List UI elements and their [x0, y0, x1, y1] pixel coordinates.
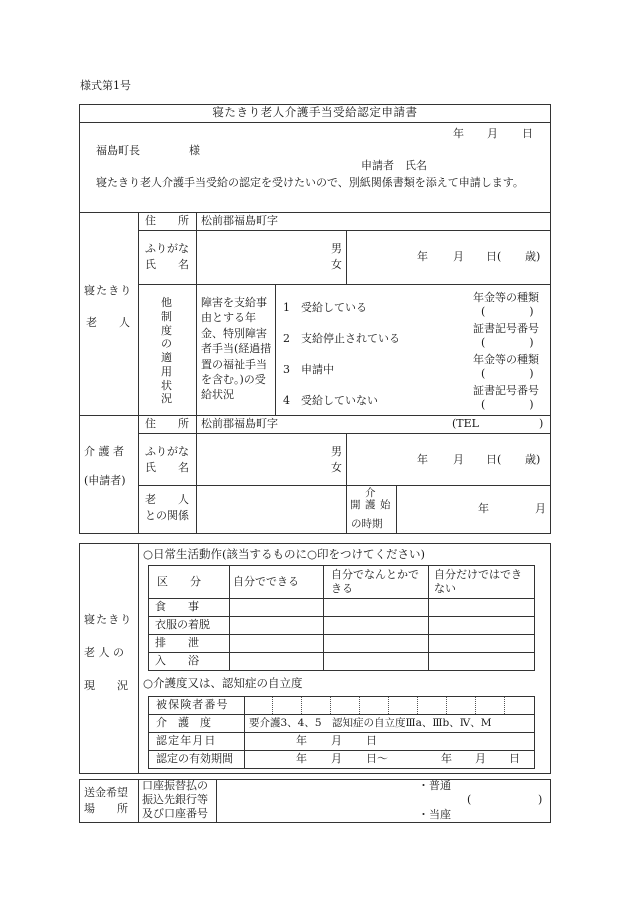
adl-row-bathing: 入 浴 [155, 654, 199, 667]
cert-number-paren-1[interactable]: ( ) [481, 336, 534, 349]
option-receiving[interactable]: 1 受給している [283, 301, 367, 314]
insured-digit-sep-9 [504, 697, 505, 714]
care-col-1 [244, 696, 245, 769]
adl-col-3 [428, 565, 429, 671]
caregiver-age: 歳) [525, 453, 541, 466]
account-label-line-2: 振込先銀行等 [142, 793, 208, 806]
date-month: 月 [487, 127, 498, 140]
option-not-receiving[interactable]: 4 受給していない [283, 394, 378, 407]
care-start-char-4: 始 [380, 499, 391, 511]
remit-box-left [79, 779, 80, 823]
care-start-char-1: 介 [365, 487, 376, 499]
remit-sublabel-divider [216, 779, 217, 823]
status-section-label-1: 寝たきり [84, 613, 133, 626]
status-box-top [79, 543, 551, 544]
status-box-right [550, 543, 551, 774]
cert-date-label: 認定年月日 [156, 734, 217, 747]
cert-date-month: 月 [331, 734, 342, 747]
insured-digit-sep-3 [330, 697, 331, 714]
caregiver-name-line [138, 485, 551, 486]
elder-male[interactable]: 男 [331, 242, 342, 255]
benefit-desc-divider [275, 284, 276, 415]
cert-date-year: 年 [296, 734, 307, 747]
elder-age: 歳) [525, 250, 541, 263]
care-col-0 [148, 696, 149, 769]
benefit-description: 障害を支給事由とする年金、特別障害者手当(経過措置の福祉手当を含む。)の受給状況 [201, 296, 272, 402]
relation-label-1: 老 人 [145, 493, 189, 506]
insured-digit-sep-4 [359, 697, 360, 714]
cert-number-label-1: 証書記号番号 [473, 322, 539, 335]
care-start-month: 月 [535, 502, 546, 515]
caregiver-address-line [138, 433, 551, 434]
status-section-label-3: 現 況 [84, 679, 128, 692]
elder-furigana-label: ふりがな [145, 242, 189, 255]
valid-period-label: 認定の有効期間 [156, 752, 233, 765]
valid-month: 月 [331, 752, 342, 765]
elder-name-label: 氏 名 [145, 258, 189, 271]
pension-type-paren-2[interactable]: ( ) [481, 367, 534, 380]
pension-type-paren-1[interactable]: ( ) [481, 305, 534, 318]
caregiver-sex-divider [346, 433, 347, 533]
caregiver-section-label-2: (申請者) [84, 474, 126, 487]
adl-header-can: 自分でできる [233, 575, 299, 588]
caregiver-name-label: 氏 名 [145, 461, 189, 474]
elder-address-line [138, 230, 551, 231]
elder-top-line [79, 212, 551, 213]
insured-digit-sep-8 [475, 697, 476, 714]
care-start-char-3: 開 [350, 499, 361, 511]
adl-header-line [148, 598, 535, 599]
adl-col-4 [534, 565, 535, 671]
care-row-line-3 [148, 750, 535, 751]
adl-row-toileting: 排 泄 [155, 636, 199, 649]
caregiver-male[interactable]: 男 [331, 445, 342, 458]
adl-heading: ○日常生活動作(該当するものに○印をつけてください) [143, 547, 426, 561]
caregiver-birth-month: 月 [453, 453, 464, 466]
form-number: 様式第1号 [80, 79, 131, 92]
care-start-divider [396, 485, 397, 533]
adl-table-bottom [148, 670, 535, 671]
caregiver-birth-year: 年 [417, 453, 428, 466]
main-right-edge [550, 104, 551, 534]
remit-box-bottom [79, 822, 551, 823]
insured-digit-sep-1 [272, 697, 273, 714]
title-divider [79, 122, 551, 123]
care-start-year: 年 [478, 502, 489, 515]
elder-address-label: 住 所 [145, 214, 189, 227]
adl-header-category: 区 分 [157, 575, 201, 588]
care-start-char-5: の時期 [351, 518, 383, 530]
account-label-line-1: 口座振替払の [142, 779, 208, 792]
applicant-label: 申請者 氏名 [361, 159, 427, 172]
main-box-bottom [79, 533, 551, 534]
adl-row-dressing: 衣服の着脱 [155, 618, 210, 631]
elder-address-value[interactable]: 松前郡福島町字 [201, 214, 278, 227]
elder-birth-month: 月 [453, 250, 464, 263]
date-day: 日 [522, 127, 533, 140]
remit-label-divider [138, 779, 139, 823]
elder-sex-divider [346, 230, 347, 284]
adl-row-line-2 [148, 634, 535, 635]
caregiver-address-value[interactable]: 松前郡福島町字 [201, 417, 278, 430]
status-box-bottom [79, 773, 551, 774]
sublabel-col-divider [196, 212, 197, 534]
care-heading: ○介護度又は、認知症の自立度 [143, 676, 303, 690]
valid-year: 年 [296, 752, 307, 765]
account-label-line-3: 及び口座番号 [142, 807, 208, 820]
adl-row-eating: 食 事 [155, 600, 199, 613]
care-level-value: 要介護3、4、5 認知症の自立度Ⅲa、Ⅲb、Ⅳ、M [249, 717, 492, 729]
elder-section-label-1: 寝たきり [84, 284, 133, 297]
caregiver-section-label-1: 介 護 者 [84, 445, 124, 458]
status-section-label-2: 老 人 の [84, 646, 124, 659]
caregiver-female[interactable]: 女 [331, 461, 342, 474]
option-suspended[interactable]: 2 支給停止されている [283, 332, 400, 345]
caregiver-birth-day: 日( [486, 453, 502, 466]
cert-number-label-2: 証書記号番号 [473, 384, 539, 397]
date-year: 年 [453, 127, 464, 140]
cert-number-paren-2[interactable]: ( ) [481, 398, 534, 411]
caregiver-top-line [79, 415, 551, 416]
adl-header-cannot: 自分だけではできない [434, 568, 522, 596]
relation-label-2: との関係 [145, 509, 189, 522]
page-title: 寝たきり老人介護手当受給認定申請書 [212, 105, 418, 119]
caregiver-tel[interactable]: (TEL [452, 417, 479, 430]
care-table-bottom [148, 768, 535, 769]
cert-date-day: 日 [366, 734, 377, 747]
main-left-edge [79, 104, 80, 534]
care-row-line-2 [148, 732, 535, 733]
application-statement: 寝たきり老人介護手当受給の認定を受けたいので、別紙関係書類を添えて申請します。 [96, 176, 524, 189]
addressee-town: 福島町長 [96, 144, 140, 157]
other-system-label: 他制度の適用状況 [161, 296, 172, 406]
adl-col-2 [323, 565, 324, 671]
elder-birth-year: 年 [417, 250, 428, 263]
caregiver-tel-close: ) [539, 417, 544, 430]
care-level-label: 介 護 度 [156, 716, 211, 729]
account-paren-close: ) [538, 793, 543, 806]
account-type-current[interactable]: ・当座 [418, 808, 451, 821]
remit-box-right [550, 779, 551, 823]
valid-month-2: 月 [475, 752, 486, 765]
valid-day-to: 日～ [366, 752, 388, 765]
insured-digit-sep-6 [417, 697, 418, 714]
elder-name-line [138, 284, 551, 285]
label-col-divider [138, 212, 139, 534]
care-col-2 [534, 696, 535, 769]
adl-header-somehow: 自分でなんとかできる [331, 568, 419, 596]
pension-type-label-2: 年金等の種類 [473, 353, 539, 366]
account-paren-open: ( [467, 793, 472, 806]
insured-digit-sep-7 [446, 697, 447, 714]
care-table-top [148, 696, 535, 697]
care-row-line-1 [148, 714, 535, 715]
option-applying[interactable]: 3 申請中 [283, 363, 334, 376]
elder-birth-day: 日( [486, 250, 502, 263]
remit-label-2: 場 所 [84, 802, 128, 815]
status-box-left [79, 543, 80, 774]
adl-col-0 [148, 565, 149, 671]
adl-col-1 [229, 565, 230, 671]
status-label-divider [138, 543, 139, 774]
insured-digit-sep-2 [301, 697, 302, 714]
insured-digit-sep-5 [388, 697, 389, 714]
remit-label-1: 送金希望 [84, 786, 128, 799]
care-start-char-2: 護 [365, 499, 376, 511]
adl-row-line-3 [148, 652, 535, 653]
pension-type-label-1: 年金等の種類 [473, 291, 539, 304]
valid-day-2: 日 [509, 752, 520, 765]
caregiver-address-label: 住 所 [145, 417, 189, 430]
adl-table-top [148, 565, 535, 566]
account-type-ordinary[interactable]: ・普通 [418, 779, 451, 792]
elder-section-label-2: 老 人 [86, 316, 130, 329]
addressee-honorific: 様 [189, 144, 200, 157]
elder-female[interactable]: 女 [331, 258, 342, 271]
valid-year-2: 年 [441, 752, 452, 765]
caregiver-furigana-label: ふりがな [145, 445, 189, 458]
insured-number-label: 被保険者番号 [156, 698, 229, 711]
adl-row-line-1 [148, 616, 535, 617]
